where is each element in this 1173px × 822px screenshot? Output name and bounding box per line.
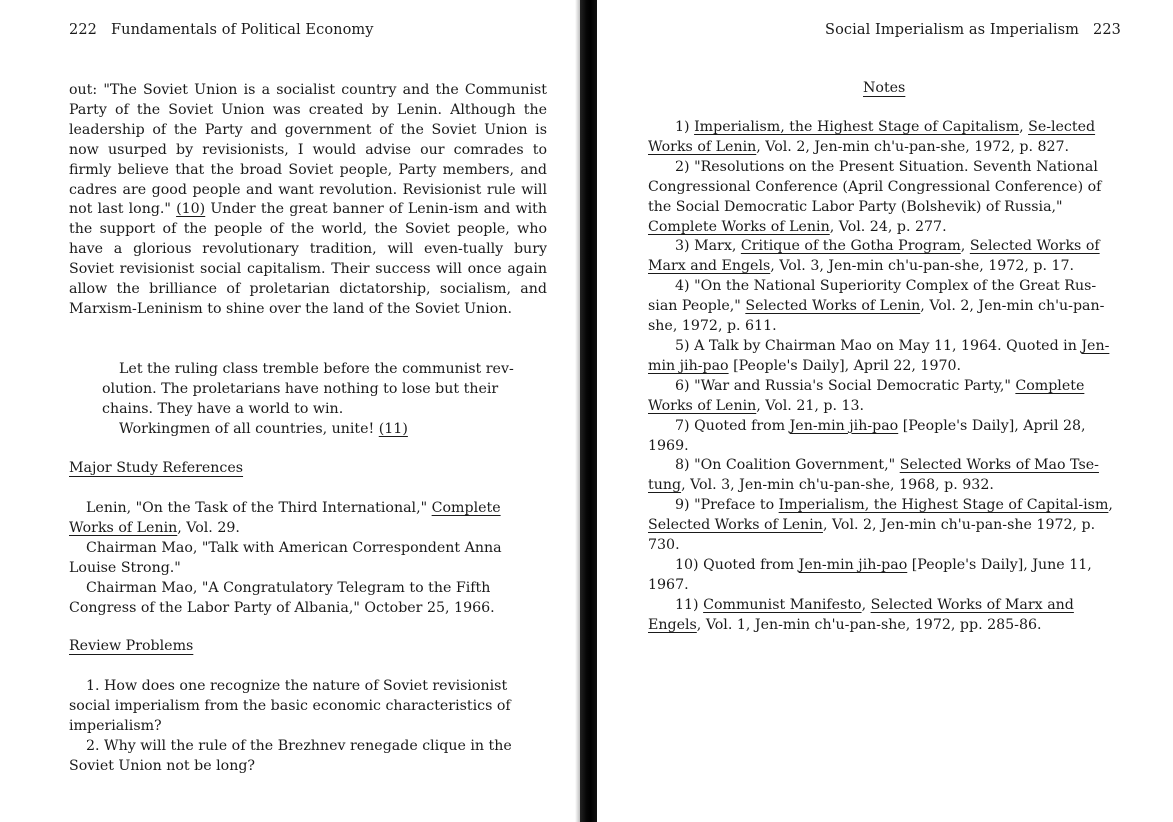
review-problems-heading: Review Problems	[69, 638, 194, 654]
note-item: 8) "On Coalition Government," Selected Works of Mao Tse-tung, Vol. 3, Jen-min ch'u-pan-she, 1968, p. 932.	[648, 457, 1099, 494]
note-item: 7) Quoted from Jen-min jih-pao [People's Daily], April 28, 1969.	[648, 417, 1086, 454]
reference-item: Chairman Mao, "Talk with American Correspondent Anna Louise Strong."	[69, 539, 502, 576]
note-item: 10) Quoted from Jen-min jih-pao [People's Daily], June 11, 1967.	[648, 556, 1092, 593]
footnote-ref-10: (10)	[176, 201, 206, 218]
left-page	[0, 0, 580, 822]
review-item: 1. How does one recognize the nature of Soviet revisionist social imperialism from the basic economic characteristics of imperialism?	[69, 678, 511, 734]
notes-heading: Notes	[863, 80, 906, 96]
note-item: 9) "Preface to Imperialism, the Highest Stage of Capital-ism, Selected Works of Lenin, Vol. 2, Jen-min ch'u-pan-she 1972, p. 730.	[648, 497, 1113, 554]
note-item: 3) Marx, Critique of the Gotha Program, Selected Works of Marx and Engels, Vol. 3, Jen-min ch'u-pan-she, 1972, p. 17.	[648, 238, 1100, 275]
note-item: 2) "Resolutions on the Present Situation. Seventh National Congressional Conference (April Congressional Conference) of the Social Democratic Labor Party (Bolshevik) of Russia," Complete Works of Lenin, Vol. 24, p. 277.	[648, 158, 1102, 235]
note-item: 1) Imperialism, the Highest Stage of Capitalism, Se-lected Works of Lenin, Vol. 2, Jen-min ch'u-pan-she, 1972, p. 827.	[648, 119, 1096, 155]
left-body-paragraph	[69, 81, 547, 320]
note-item: 4) "On the National Superiority Complex of the Great Rus-sian People," Selected Works of Lenin, Vol. 2, Jen-min ch'u-pan-she, 1972, p. 611.	[648, 278, 1105, 335]
review-item: 2. Why will the rule of the Brezhnev renegade clique in the Soviet Union not be long?	[69, 737, 512, 774]
references-list	[69, 499, 539, 618]
major-study-references-heading: Major Study References	[69, 460, 244, 476]
quote-slogan: Workingmen of all countries, unite!	[119, 420, 379, 437]
body-text-2: Under the great banner of Lenin-ism and with the support of the people of the world, the Soviet people, who have a glorious revolutionary tradition, will even-tually bury Soviet revisionist social capitalism. Their success will once again allow the brilliance of proletarian dictatorship, socialism, and Marxism-Leninism to shine over the land of the Soviet Union.	[69, 201, 547, 317]
left-page-header	[69, 22, 374, 38]
right-running-title: Social Imperialism as Imperialism	[825, 22, 1080, 38]
body-text-1: out: "The Soviet Union is a socialist country and the Communist Party of the Soviet Union was created by Lenin. Although the leadership of the Party and government of the Soviet Union is now usurped by revisionists, I would advise our comrades to firmly believe that the broad Soviet people, Party members, and cadres are good people and want revolution. Revisionist rule will not last long."	[69, 82, 547, 218]
footnote-ref-11: (11)	[378, 420, 408, 437]
block-quote	[102, 360, 522, 440]
note-item: 5) A Talk by Chairman Mao on May 11, 1964. Quoted in Jen-min jih-pao [People's Daily], April 22, 1970.	[648, 337, 1110, 374]
quote-text: Let the ruling class tremble before the communist rev-olution. The proletarians have nothing to lose but their chains. They have a world to win.	[102, 361, 514, 417]
left-running-title: Fundamentals of Political Economy	[110, 22, 374, 38]
note-item: 6) "War and Russia's Social Democratic Party," Complete Works of Lenin, Vol. 21, p. 13.	[648, 377, 1085, 414]
left-page-number: 222	[69, 22, 97, 38]
reference-item: Lenin, "On the Task of the Third International," Complete Works of Lenin, Vol. 29.	[69, 500, 501, 536]
right-page	[597, 0, 1173, 822]
review-problems-list	[69, 677, 529, 777]
reference-item: Chairman Mao, "A Congratulatory Telegram to the Fifth Congress of the Labor Party of Albania," October 25, 1966.	[69, 579, 495, 616]
book-gutter	[580, 0, 597, 822]
note-item: 11) Communist Manifesto, Selected Works of Marx and Engels, Vol. 1, Jen-min ch'u-pan-she, 1972, pp. 285-86.	[648, 596, 1074, 633]
right-page-number: 223	[1093, 22, 1121, 38]
right-page-header	[825, 22, 1121, 38]
notes-list	[648, 118, 1122, 636]
